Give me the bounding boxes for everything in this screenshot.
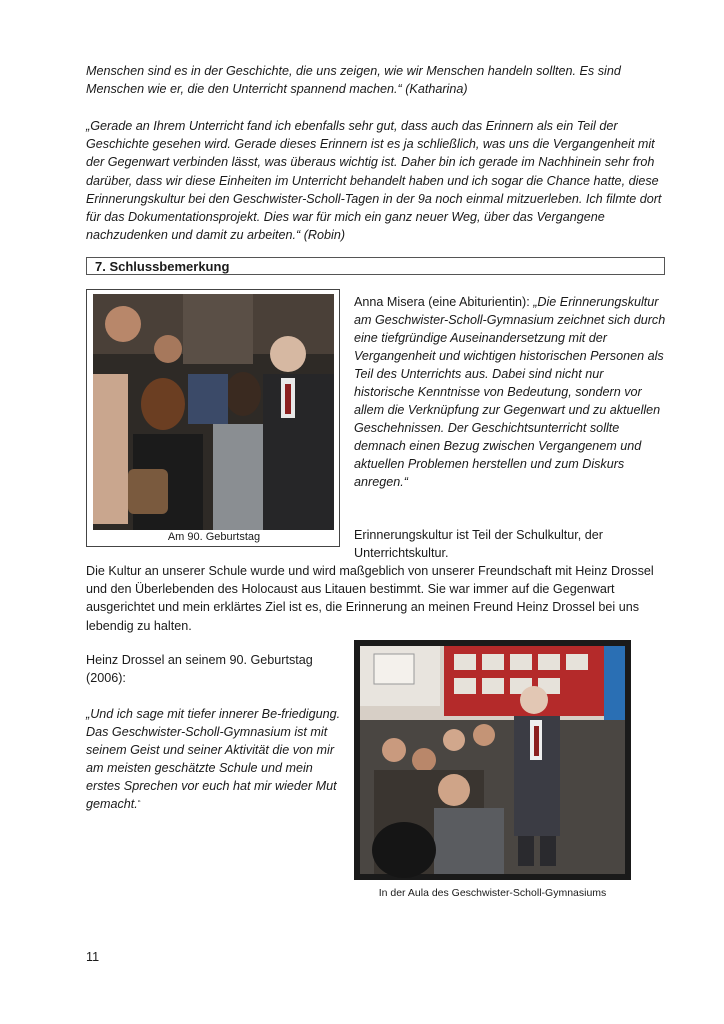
drossel-quote-close: “ bbox=[137, 799, 141, 808]
photo-birthday-frame bbox=[86, 289, 340, 547]
drossel-quote bbox=[86, 705, 348, 813]
photo-aula bbox=[354, 640, 631, 880]
culture-paragraph: Die Kultur an unserer Schule wurde und wird maßgeblich von unserer Freundschaft mit Heinz Drossel und den Überlebenden des Holocaust aus Litauen bestimmt. Sie war immer auf die Gegenwart ausgerichtet und mein erklärtes Ziel ist es, die Erinnerung an meinen Freund Heinz Drossel bei uns lebendig zu halten. bbox=[86, 564, 654, 633]
photo-aula-caption: In der Aula des Geschwister-Scholl-Gymnasiums bbox=[378, 887, 607, 899]
photo-birthday-caption: Am 90. Geburtstag bbox=[167, 531, 261, 543]
quote-katharina: Menschen sind es in der Geschichte, die uns zeigen, wie wir Menschen handeln sollten. Es sind Menschen wie er, die den Unterricht spannend machen.“ (Katharina) bbox=[86, 64, 621, 97]
photo-birthday bbox=[93, 294, 334, 530]
quote-robin: „Gerade an Ihrem Unterricht fand ich ebenfalls sehr gut, dass auch das Erinnern als ein Teil der Geschichte gesehen wird. Gerade dieses Erinnern ist es ja schließlich, was uns die Vergangenheit mit der Gegenwart verbinden lässt, was überaus wichtig ist. Daher bin ich gerade im Nachhinein sehr froh darüber, dass wir diese Einheiten im Unterricht behandelt haben und ich sogar die Chance hatte, diese Erinnerungskultur bei den Geschwister-Scholl-Tagen in der 9a noch einmal mitzuerleben. Ich filmte dort für das Dokumentationsprojekt. Dies war für mich ein ganz neuer Weg, über das Vergangene nachzudenken und damit zu arbeiten.“ (Robin) bbox=[86, 119, 662, 243]
anna-quote-text: „Die Erinnerungskultur am Geschwister-Scholl-Gymnasium zeichnet sich durch eine tiefgründige Auseinandersetzung mit der Vergangenheit und wichtigen historischen Personen als Teil des Unterrichts aus. Dabei sind nicht nur historische Kenntnisse von Bedeutung, sondern vor allem die Verknüpfung zur Gegenwart und zu aktuellen Geschehnissen. Der Geschichtsunterricht sollte demnach einen Bezug zwischen Vergangenem und aktuellen Problemen herstellen und zum Diskurs anregen.“ bbox=[354, 295, 666, 489]
page-number: 11 bbox=[86, 950, 100, 964]
culture-line-1: Erinnerungskultur ist Teil der Schulkultur, der Unterrichtskultur. bbox=[354, 528, 603, 560]
anna-misera-quote bbox=[354, 293, 666, 491]
drossel-intro: Heinz Drossel an seinem 90. Geburtstag (2006): bbox=[86, 653, 313, 685]
anna-intro: Anna Misera (eine Abiturientin): bbox=[354, 295, 534, 309]
section-heading: 7. Schlussbemerkung bbox=[86, 257, 665, 275]
drossel-quote-text: „Und ich sage mit tiefer innerer Be-friedigung. Das Geschwister-Scholl-Gymnasium ist mit seinem Geist und seiner Aktivität die von mir am meisten geschätzte Schule und mein erstes Sprechen vor euch hat mir wieder Mut gemacht. bbox=[86, 707, 341, 811]
